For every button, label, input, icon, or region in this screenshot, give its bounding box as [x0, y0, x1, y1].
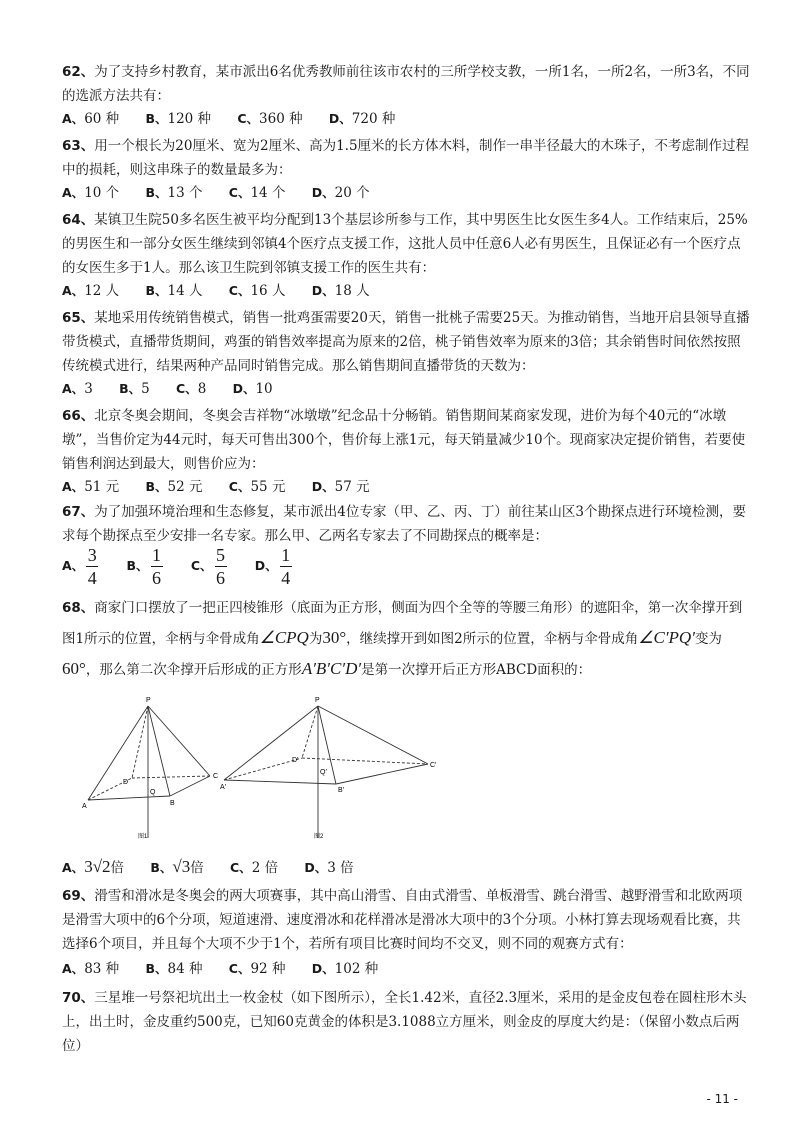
figure-1 [70, 688, 230, 848]
option-c[interactable]: C、16 人 [228, 283, 286, 299]
label-q: Q [150, 789, 156, 796]
question-number: 66、 [62, 408, 95, 424]
option-d[interactable]: D、10 [232, 381, 273, 397]
label-c: C [213, 773, 219, 780]
angle-value-2: 60° [62, 659, 86, 678]
figure-caption: 图2 [314, 834, 324, 840]
fraction: $\frac{1}{6}$ [152, 545, 162, 588]
figure-caption: 图1 [138, 834, 148, 840]
option-a[interactable]: A、83 种 [62, 961, 120, 977]
options-63 [62, 182, 392, 204]
question-number: 63、 [62, 138, 95, 154]
options-65 [62, 378, 295, 400]
option-a[interactable]: A、3√2倍 [62, 857, 125, 876]
pyramid-diagram-1 [70, 688, 230, 848]
options-68 [62, 856, 376, 879]
option-a[interactable]: A、51 元 [62, 479, 120, 495]
option-c[interactable]: C、14 个 [228, 185, 286, 201]
question-number: 62、 [62, 64, 95, 80]
question-number: 65、 [62, 310, 95, 326]
option-b[interactable]: B、13 个 [145, 185, 203, 201]
question-69 [62, 884, 750, 956]
page-number: - 11 - [706, 1092, 738, 1106]
option-d[interactable]: D、3 倍 [304, 860, 354, 876]
label-b: B [170, 800, 175, 807]
question-text: 三星堆一号祭祀坑出土一枚金杖（如下图所示），全长1.42米，直径2.3厘米，采用的是金皮包卷在圆柱形木头上，出土时，金皮重约500克，已知60克黄金的体积是3.1088立方厘米，则金皮的厚度大约是：（保留小数点后两位） [62, 990, 747, 1054]
option-b[interactable]: B、√3倍 [150, 857, 204, 876]
question-text: 滑雪和滑冰是冬奥会的两大项赛事，其中高山滑雪、自由式滑雪、单板滑雪、跳台滑雪、越野滑雪和北欧两项是滑雪大项中的6个分项，短道速滑、速度滑冰和花样滑冰是滑冰大项中的3个分项。小林打算去现场观看比赛，共选择6个项目，并且每个大项不少于1个，若所有项目比赛时间均不交叉，则不同的观赛方式有： [62, 888, 743, 952]
option-b[interactable]: B、 $\frac{1}{6}$ [126, 545, 162, 588]
question-text: 某地采用传统销售模式，销售一批鸡蛋需要20天，销售一批桃子需要25天。为推动销售，当地开启县领导直播带货模式，直播带货期间，鸡蛋的销售效率提高为原来的2倍，桃子销售效率为原来的3倍；其余销售时间依然按照传统模式进行，结果两种产品同时销售完成。那么销售期间直播带货的天数为： [62, 310, 750, 374]
option-c[interactable]: C、55 元 [228, 479, 286, 495]
option-d[interactable]: D、102 种 [311, 961, 379, 977]
options-64 [62, 280, 392, 302]
question-68: 68、商家门口摆放了一把正四棱锥形（底面为正方形，侧面为四个全等的等腰三角形）的遮阳伞，第一次伞撑开到图1所示的位置，伞柄与伞骨成角∠CPQ为30°，继续撑开到如图2所示的位置，伞柄与伞骨成角∠C′PQ′变为60°，那么第二次伞撑开后形成的正方形A′B′C′D′是第一次撑开后正方形ABCD面积的： [62, 600, 743, 678]
option-c[interactable]: C、92 种 [228, 961, 286, 977]
question-text: 为了加强环境治理和生态修复，某市派出4位专家（甲、乙、丙、丁）前往某山区3个勘探点进行环境检测，要求每个勘探点至少安排一名专家。那么甲、乙两名专家去了不同勘探点的概率是： [62, 504, 746, 544]
option-d[interactable]: D、57 元 [311, 479, 370, 495]
option-c[interactable]: C、2 倍 [230, 860, 279, 876]
question-number: 68、 [62, 600, 95, 616]
option-a[interactable]: A、 $\frac{3}{4}$ [62, 545, 97, 588]
fraction: $\frac{3}{4}$ [87, 545, 97, 588]
label-c-prime: C′ [430, 762, 437, 769]
question-text: 用一个根长为20厘米、宽为2厘米、高为1.5厘米的长方体木料，制作一串半径最大的木珠子，不考虑制作过程中的损耗，则这串珠子的数量最多为： [62, 138, 750, 178]
option-d[interactable]: D、18 人 [311, 283, 370, 299]
label-p: P [315, 697, 320, 704]
label-q-prime: Q′ [320, 769, 327, 776]
option-c[interactable]: C、 $\frac{5}{6}$ [190, 545, 225, 588]
options-67 [62, 546, 316, 587]
label-d-prime: D′ [292, 757, 299, 764]
question-63 [62, 134, 750, 182]
question-64 [62, 208, 750, 280]
label-p: P [146, 697, 151, 704]
question-number: 69、 [62, 888, 95, 904]
question-number: 70、 [62, 990, 95, 1006]
label-d: D [123, 779, 129, 786]
question-66 [62, 404, 750, 476]
label-b-prime: B′ [338, 787, 344, 794]
option-b[interactable]: B、5 [119, 381, 150, 397]
question-number: 64、 [62, 212, 95, 228]
question-text: 北京冬奥会期间，冬奥会吉祥物“冰墩墩”纪念品十分畅销。销售期间某商家发现，进价为每个40元的“冰墩墩”，当售价定为44元时，每天可售出300个，售价每上涨1元，每天销量减少10个。现商家决定提价销售，若要使销售利润达到最大，则售价应为： [62, 408, 746, 472]
label-a: A [82, 803, 87, 810]
pyramid-diagram-2 [218, 688, 458, 848]
square-abcd-prime: A′B′C′D′ [301, 659, 362, 678]
option-d[interactable]: D、 $\frac{1}{4}$ [254, 545, 291, 588]
question-text: 某镇卫生院50多名医生被平均分配到13个基层诊所参与工作，其中男医生比女医生多4人。工作结束后，25%的男医生和一部分女医生继续到邻镇4个医疗点支援工作，这批人员中任意6人必有男医生，且保证必有一个医疗点的女医生多于1人。那么该卫生院到邻镇支援工作的医生共有： [62, 212, 748, 276]
option-b[interactable]: B、84 种 [145, 961, 203, 977]
option-c[interactable]: C、360 种 [237, 111, 303, 127]
question-text: 为了支持乡村教育，某市派出6名优秀教师前往该市农村的三所学校支教，一所1名，一所2名，一所3名，不同的选派方法共有： [62, 64, 750, 104]
question-62 [62, 60, 750, 108]
option-c[interactable]: C、8 [176, 381, 207, 397]
option-b[interactable]: B、120 种 [145, 111, 212, 127]
fraction: $\frac{1}{4}$ [281, 545, 291, 588]
angle-cpq: ∠CPQ [259, 628, 309, 647]
option-d[interactable]: D、20 个 [311, 185, 370, 201]
question-number: 67、 [62, 504, 95, 520]
option-d[interactable]: D、720 种 [328, 111, 396, 127]
angle-value-1: 30° [322, 628, 347, 647]
label-a-prime: A′ [220, 784, 226, 791]
option-a[interactable]: A、60 种 [62, 111, 120, 127]
angle-cpq-prime: ∠C′PQ′ [638, 628, 695, 647]
option-b[interactable]: B、52 元 [145, 479, 203, 495]
figure-2 [218, 688, 458, 848]
option-b[interactable]: B、14 人 [145, 283, 203, 299]
question-70 [62, 986, 750, 1058]
question-67 [62, 500, 750, 548]
question-65 [62, 306, 750, 378]
option-a[interactable]: A、12 人 [62, 283, 120, 299]
options-62 [62, 108, 417, 130]
options-66 [62, 476, 392, 498]
option-a[interactable]: A、3 [62, 381, 93, 397]
option-a[interactable]: A、10 个 [62, 185, 120, 201]
options-69 [62, 958, 400, 980]
fraction: $\frac{5}{6}$ [216, 545, 225, 588]
